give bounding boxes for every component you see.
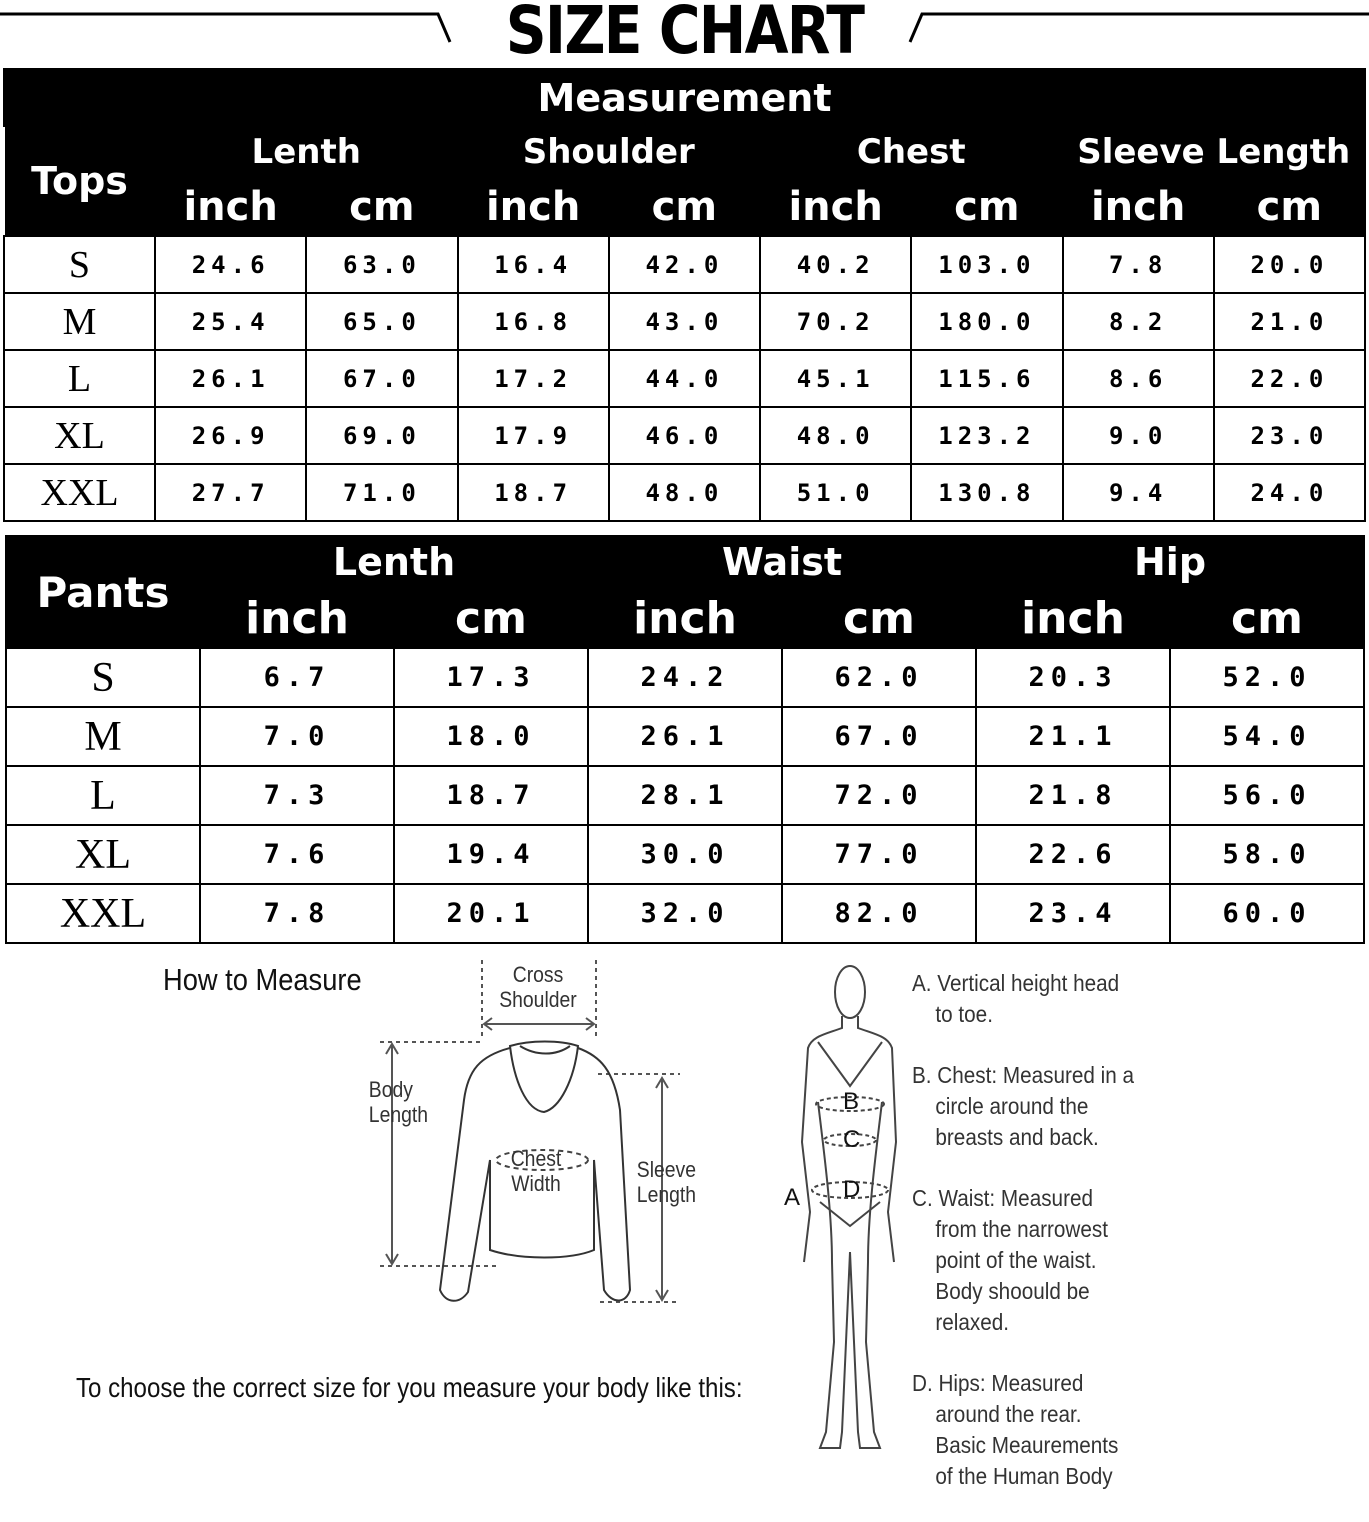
value-cell: 7.3 [200, 766, 394, 825]
value-cell: 103.0 [911, 236, 1062, 293]
value-cell: 9.0 [1063, 407, 1214, 464]
value-cell: 7.0 [200, 707, 394, 766]
value-cell: 21.1 [976, 707, 1170, 766]
note-head: C. Waist: Measured [912, 1185, 1093, 1211]
cross-shoulder-label [490, 962, 587, 1012]
label-line: Width [511, 1171, 561, 1196]
value-cell: 56.0 [1170, 766, 1364, 825]
value-cell: 48.0 [609, 464, 760, 521]
label-line: Shoulder [499, 987, 577, 1012]
value-cell: 46.0 [609, 407, 760, 464]
note-line: breasts and back. [935, 1124, 1099, 1150]
note-line: around the rear. [935, 1401, 1082, 1427]
value-cell: 21.8 [976, 766, 1170, 825]
tops-size-table [3, 68, 1366, 522]
unit-header: inch [200, 588, 394, 648]
note-line: from the narrowest [935, 1216, 1108, 1242]
note-d [912, 1368, 1146, 1492]
unit-header: cm [306, 178, 457, 236]
label-line: Chest [510, 1146, 562, 1171]
size-cell: XXL [6, 884, 200, 943]
value-cell: 24.2 [588, 648, 782, 707]
size-cell: S [6, 648, 200, 707]
pants-label: Pants [6, 536, 200, 648]
page-title: SIZE CHART [505, 0, 864, 69]
value-cell: 77.0 [782, 825, 976, 884]
value-cell: 52.0 [1170, 648, 1364, 707]
unit-header: inch [155, 178, 306, 236]
tops-group-header: Lenth [155, 126, 458, 178]
sleeve-length-label [637, 1157, 707, 1207]
tops-group-header: Shoulder [458, 126, 761, 178]
measurement-banner: Measurement [4, 69, 1365, 126]
unit-header: cm [1214, 178, 1365, 236]
value-cell: 24.0 [1214, 464, 1365, 521]
pants-size-table [5, 535, 1365, 944]
unit-header: cm [394, 588, 588, 648]
value-cell: 69.0 [306, 407, 457, 464]
note-line: of the Human Body [935, 1463, 1113, 1489]
value-cell: 54.0 [1170, 707, 1364, 766]
value-cell: 26.1 [155, 350, 306, 407]
label-line: Sleeve [636, 1157, 697, 1182]
value-cell: 6.7 [200, 648, 394, 707]
value-cell: 82.0 [782, 884, 976, 943]
title-header [0, 0, 1369, 69]
value-cell: 20.1 [394, 884, 588, 943]
size-cell: XXL [4, 464, 155, 521]
unit-header: cm [782, 588, 976, 648]
measurement-notes [912, 968, 1146, 1522]
tops-group-header: Sleeve Length [1063, 126, 1366, 178]
garment-diagram [360, 960, 720, 1310]
value-cell: 40.2 [760, 236, 911, 293]
value-cell: 18.7 [394, 766, 588, 825]
value-cell: 123.2 [911, 407, 1062, 464]
label-line: Body [368, 1077, 413, 1102]
value-cell: 130.8 [911, 464, 1062, 521]
label-line: Length [368, 1102, 429, 1127]
note-line: point of the waist. [935, 1247, 1097, 1273]
table-row [6, 825, 1364, 884]
value-cell: 70.2 [760, 293, 911, 350]
note-line: relaxed. [935, 1309, 1010, 1335]
value-cell: 8.6 [1063, 350, 1214, 407]
size-cell: XL [4, 407, 155, 464]
value-cell: 20.0 [1214, 236, 1365, 293]
value-cell: 21.0 [1214, 293, 1365, 350]
value-cell: 43.0 [609, 293, 760, 350]
value-cell: 7.8 [1063, 236, 1214, 293]
instruction-text: To choose the correct size for you measure your body like this: [76, 1372, 743, 1403]
pants-group-header: Hip [976, 536, 1364, 588]
value-cell: 51.0 [760, 464, 911, 521]
value-cell: 25.4 [155, 293, 306, 350]
value-cell: 44.0 [609, 350, 760, 407]
table-row [4, 407, 1365, 464]
table-row [6, 707, 1364, 766]
value-cell: 7.8 [200, 884, 394, 943]
value-cell: 58.0 [1170, 825, 1364, 884]
body-length-label [369, 1077, 439, 1127]
note-c [912, 1183, 1146, 1338]
value-cell: 65.0 [306, 293, 457, 350]
value-cell: 26.1 [588, 707, 782, 766]
value-cell: 72.0 [782, 766, 976, 825]
value-cell: 18.0 [394, 707, 588, 766]
note-line: Body shoould be [935, 1278, 1090, 1304]
size-cell: S [4, 236, 155, 293]
value-cell: 17.9 [458, 407, 609, 464]
size-cell: M [4, 293, 155, 350]
note-a [912, 968, 1146, 1030]
value-cell: 28.1 [588, 766, 782, 825]
figure-letter-b: B [843, 1088, 860, 1115]
unit-header: inch [588, 588, 782, 648]
table-row [4, 350, 1365, 407]
value-cell: 115.6 [911, 350, 1062, 407]
unit-header: cm [609, 178, 760, 236]
value-cell: 23.0 [1214, 407, 1365, 464]
value-cell: 18.7 [458, 464, 609, 521]
pants-group-header: Waist [588, 536, 976, 588]
note-head: D. Hips: Measured [912, 1370, 1084, 1396]
value-cell: 45.1 [760, 350, 911, 407]
value-cell: 67.0 [782, 707, 976, 766]
value-cell: 17.3 [394, 648, 588, 707]
figure-letter-c: C [843, 1126, 861, 1153]
note-line: to toe. [935, 1001, 993, 1027]
pants-group-header: Lenth [200, 536, 588, 588]
value-cell: 48.0 [760, 407, 911, 464]
value-cell: 16.4 [458, 236, 609, 293]
value-cell: 60.0 [1170, 884, 1364, 943]
value-cell: 32.0 [588, 884, 782, 943]
value-cell: 23.4 [976, 884, 1170, 943]
value-cell: 24.6 [155, 236, 306, 293]
value-cell: 62.0 [782, 648, 976, 707]
value-cell: 180.0 [911, 293, 1062, 350]
size-cell: M [6, 707, 200, 766]
note-head: A. Vertical height head [912, 970, 1120, 996]
table-row [4, 293, 1365, 350]
value-cell: 67.0 [306, 350, 457, 407]
unit-header: inch [458, 178, 609, 236]
value-cell: 16.8 [458, 293, 609, 350]
table-row [6, 648, 1364, 707]
value-cell: 71.0 [306, 464, 457, 521]
value-cell: 22.0 [1214, 350, 1365, 407]
note-b [912, 1060, 1146, 1153]
table-row [4, 464, 1365, 521]
value-cell: 30.0 [588, 825, 782, 884]
value-cell: 17.2 [458, 350, 609, 407]
note-line: circle around the [935, 1093, 1089, 1119]
value-cell: 27.7 [155, 464, 306, 521]
value-cell: 7.6 [200, 825, 394, 884]
size-cell: XL [6, 825, 200, 884]
how-to-measure-title: How to Measure [163, 962, 362, 997]
value-cell: 8.2 [1063, 293, 1214, 350]
figure-letter-a: A [784, 1184, 801, 1211]
value-cell: 22.6 [976, 825, 1170, 884]
chest-width-label [501, 1146, 571, 1196]
body-figure-icon [796, 962, 906, 1467]
unit-header: cm [1170, 588, 1364, 648]
size-cell: L [4, 350, 155, 407]
figure-letter-d: D [843, 1176, 861, 1203]
tops-group-header: Chest [760, 126, 1063, 178]
table-row [6, 884, 1364, 943]
note-line: Basic Meaurements [935, 1432, 1119, 1458]
table-row [4, 236, 1365, 293]
label-line: Length [636, 1182, 697, 1207]
unit-header: inch [760, 178, 911, 236]
note-head: B. Chest: Measured in a [912, 1062, 1135, 1088]
unit-header: inch [1063, 178, 1214, 236]
unit-header: cm [911, 178, 1062, 236]
size-cell: L [6, 766, 200, 825]
value-cell: 20.3 [976, 648, 1170, 707]
tops-label: Tops [4, 126, 155, 236]
unit-header: inch [976, 588, 1170, 648]
value-cell: 42.0 [609, 236, 760, 293]
value-cell: 63.0 [306, 236, 457, 293]
value-cell: 26.9 [155, 407, 306, 464]
table-row [6, 766, 1364, 825]
label-line: Cross [512, 962, 564, 987]
value-cell: 9.4 [1063, 464, 1214, 521]
value-cell: 19.4 [394, 825, 588, 884]
